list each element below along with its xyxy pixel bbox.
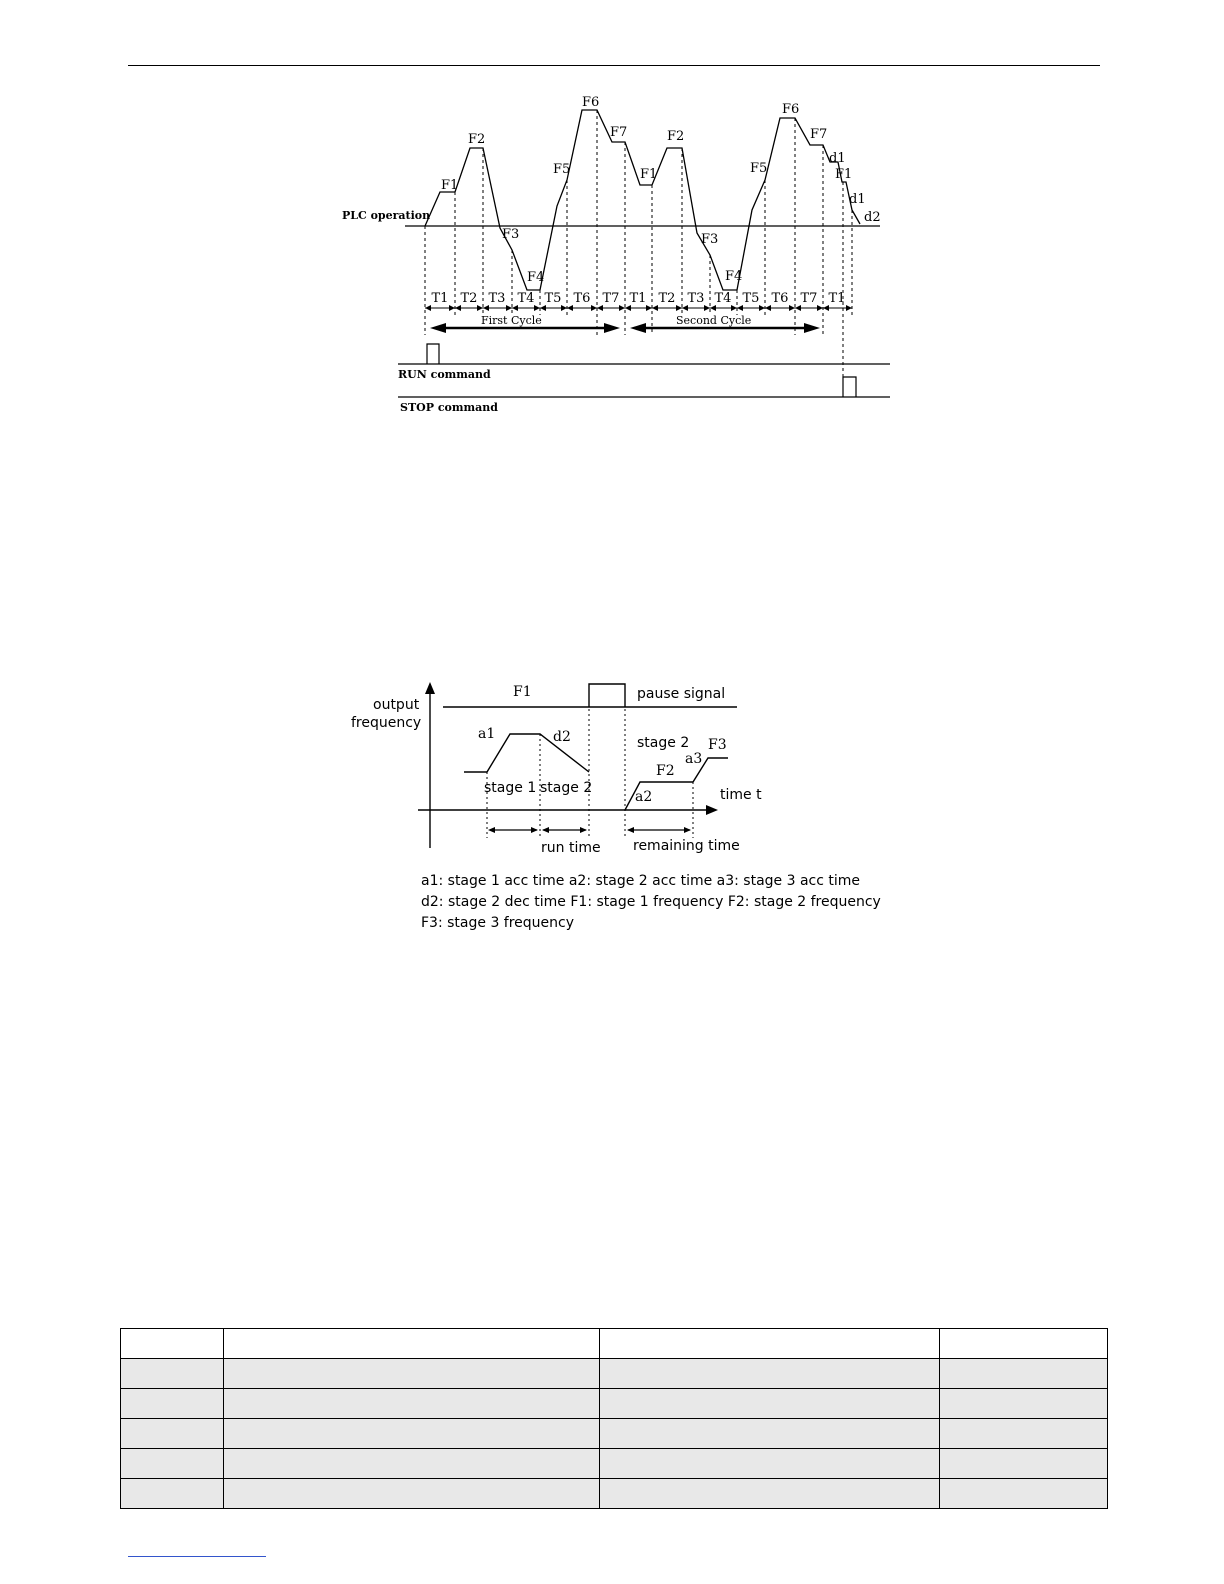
pause-signal-label: pause signal — [637, 686, 726, 702]
remaining-time-label: remaining time — [633, 838, 740, 854]
freq-label: d2 — [864, 210, 881, 225]
segment-label: T1 — [431, 291, 449, 306]
freq-label: F4 — [527, 270, 545, 285]
segment-label: T5 — [544, 291, 562, 306]
segment-label: T6 — [771, 291, 789, 306]
freq-label: F2 — [667, 129, 685, 144]
freq-label: d1 — [829, 151, 846, 166]
a3-label: a3 — [685, 751, 703, 767]
table-cell — [599, 1419, 940, 1449]
table-cell — [121, 1479, 224, 1509]
table-cell — [599, 1359, 940, 1389]
table-cell — [599, 1479, 940, 1509]
table-row — [121, 1329, 1108, 1359]
table-cell — [599, 1389, 940, 1419]
freq-label: F5 — [553, 162, 571, 177]
table-cell — [599, 1329, 940, 1359]
legend-line: d2: stage 2 dec time F1: stage 1 frequency F2: stage 2 frequency — [421, 894, 881, 910]
table-cell — [940, 1419, 1108, 1449]
freq-label: F1 — [835, 167, 853, 182]
f3-label: F3 — [708, 737, 727, 753]
parameter-table — [120, 1328, 1108, 1509]
table-cell — [940, 1359, 1108, 1389]
table-cell — [121, 1359, 224, 1389]
segment-label: T7 — [800, 291, 818, 306]
legend-line: F3: stage 3 frequency — [421, 915, 575, 931]
freq-label: F6 — [782, 102, 800, 117]
stage2-label: stage 2 — [637, 735, 690, 751]
freq-label: F5 — [750, 161, 768, 176]
a1-label: a1 — [478, 726, 496, 742]
a2-label: a2 — [635, 789, 653, 805]
table-row — [121, 1359, 1108, 1389]
freq-label: d1 — [849, 192, 866, 207]
table-row — [121, 1419, 1108, 1449]
segment-label: T1 — [629, 291, 647, 306]
run-command-label: RUN command — [398, 368, 491, 381]
table-cell — [121, 1389, 224, 1419]
freq-label: F7 — [610, 125, 628, 140]
segment-label: T4 — [714, 291, 732, 306]
y-axis-label: output — [373, 697, 420, 713]
footer-link-underline[interactable] — [128, 1556, 266, 1557]
freq-label: F6 — [582, 95, 600, 110]
freq-label: F1 — [640, 167, 658, 182]
table-row — [121, 1389, 1108, 1419]
segment-label: T6 — [573, 291, 591, 306]
freq-label: F1 — [441, 178, 459, 193]
segment-label: T5 — [742, 291, 760, 306]
table-cell — [940, 1479, 1108, 1509]
x-axis-label: time t — [720, 787, 762, 803]
y-axis-label: frequency — [351, 715, 422, 731]
segment-label: T4 — [517, 291, 535, 306]
second-cycle-label: Second Cycle — [676, 314, 752, 327]
segment-label: T3 — [488, 291, 506, 306]
table-cell — [940, 1389, 1108, 1419]
stop-command-label: STOP command — [400, 401, 498, 414]
table-cell — [223, 1389, 599, 1419]
segment-label: T2 — [460, 291, 478, 306]
table-row — [121, 1479, 1108, 1509]
freq-label: F4 — [725, 269, 743, 284]
d2-label: d2 — [553, 729, 571, 745]
freq-label: F3 — [502, 227, 520, 242]
table-cell — [599, 1449, 940, 1479]
stage1-label: stage 1 — [484, 780, 537, 796]
freq-label: F7 — [810, 127, 828, 142]
table-cell — [223, 1419, 599, 1449]
segment-label: T3 — [687, 291, 705, 306]
f1-label: F1 — [513, 684, 532, 700]
freq-label: F3 — [701, 232, 719, 247]
table-cell — [940, 1449, 1108, 1479]
table-cell — [940, 1329, 1108, 1359]
f2-label: F2 — [656, 763, 675, 779]
segment-label: T1 — [828, 291, 846, 306]
legend-line: a1: stage 1 acc time a2: stage 2 acc time a3: stage 3 acc time — [421, 873, 861, 889]
stage2-label: stage 2 — [540, 780, 593, 796]
plc-operation-label: PLC operation — [342, 209, 431, 222]
run-time-label: run time — [541, 840, 601, 856]
table-row — [121, 1449, 1108, 1479]
table-cell — [121, 1329, 224, 1359]
segment-label: T2 — [658, 291, 676, 306]
segment-label: T7 — [602, 291, 620, 306]
first-cycle-label: First Cycle — [481, 314, 542, 327]
table-cell — [121, 1449, 224, 1479]
table-cell — [223, 1329, 599, 1359]
table-cell — [223, 1479, 599, 1509]
pause-pulse — [589, 684, 625, 707]
freq-label: F2 — [468, 132, 486, 147]
table-cell — [223, 1359, 599, 1389]
table-cell — [223, 1449, 599, 1479]
table-cell — [121, 1419, 224, 1449]
